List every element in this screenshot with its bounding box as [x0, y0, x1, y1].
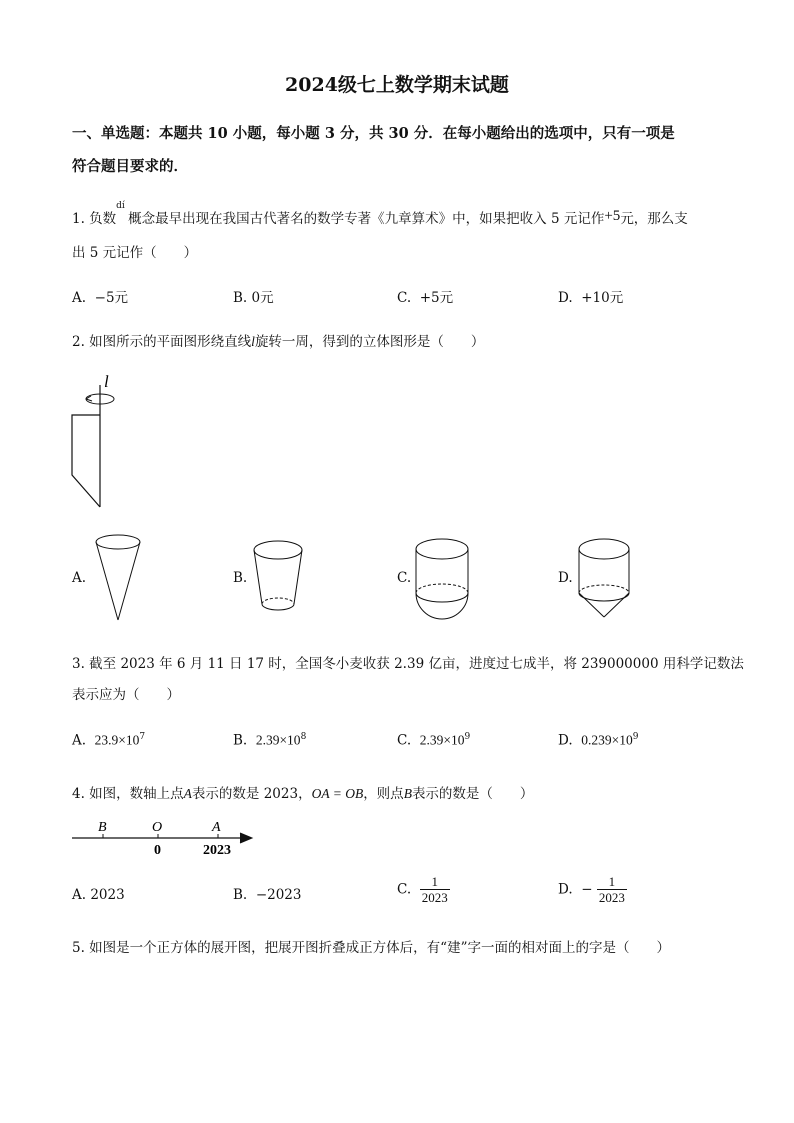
- q1-pinyin: dí: [116, 201, 125, 211]
- q4-option-b[interactable]: [233, 887, 301, 903]
- plane-shape: [72, 415, 100, 507]
- q4-var-b: B: [403, 786, 412, 801]
- q3-option-d[interactable]: [558, 732, 638, 749]
- option-text: +10元: [581, 290, 624, 306]
- q1-option-d[interactable]: [558, 286, 623, 306]
- option-label: A.: [72, 732, 87, 749]
- option-label: C.: [397, 732, 412, 749]
- point-b-label: B: [98, 820, 107, 835]
- q2-option-d[interactable]: D.: [558, 570, 573, 586]
- q4-text-b: 表示的数是 2023，: [191, 786, 312, 802]
- q4-option-c[interactable]: [397, 874, 450, 905]
- q2-plane-figure: [60, 365, 140, 515]
- fraction-denominator: 2023: [598, 890, 625, 905]
- option-text: 2023: [90, 887, 125, 903]
- q4-option-d[interactable]: [558, 874, 627, 905]
- q2-option-b-frustum[interactable]: [250, 538, 310, 618]
- q4-stem: [72, 782, 533, 802]
- point-a-label: A: [212, 820, 221, 835]
- fraction: [597, 874, 627, 905]
- option-text: −5元: [94, 290, 129, 306]
- q2-text-a: 2. 如图所示的平面图形绕直线: [72, 334, 252, 350]
- q4-text-a: 4. 如图，数轴上点: [72, 786, 184, 802]
- minus-sign: −: [581, 881, 593, 898]
- option-base: 2.39×10: [255, 732, 301, 748]
- option-exp: 7: [139, 732, 146, 742]
- option-label: C.: [397, 881, 412, 898]
- option-label: D.: [558, 881, 573, 898]
- q2-var-l: l: [251, 334, 255, 349]
- q3-option-b[interactable]: [233, 732, 306, 749]
- fraction-numerator: 1: [420, 874, 450, 890]
- option-base: 23.9×10: [94, 732, 140, 748]
- q2-text-b: 旋转一周，得到的立体图形是（ ）: [254, 334, 485, 350]
- q4-option-a[interactable]: [72, 887, 125, 903]
- cone-top-ellipse: [96, 535, 140, 549]
- fraction-numerator: 1: [597, 874, 627, 890]
- option-base: 2.39×10: [419, 732, 465, 748]
- option-text: −2023: [255, 887, 302, 903]
- q2-option-a-cone[interactable]: [90, 530, 150, 625]
- q4-number-line: [70, 818, 270, 863]
- option-exp: 8: [300, 732, 307, 742]
- arrow-right-icon: [240, 833, 252, 843]
- section-header-line2: 符合题目要求的．: [72, 158, 188, 175]
- option-label: B.: [233, 732, 248, 749]
- option-label: D.: [558, 290, 573, 306]
- option-exp: 9: [632, 732, 639, 742]
- q1-pinyin-wrapper: [116, 201, 128, 227]
- option-label: A.: [72, 887, 87, 903]
- q4-equation: OA = OB: [311, 786, 364, 801]
- q5-stem: 5. 如图是一个正方体的展开图，把展开图折叠成正方体后，有“建”字一面的相对面上的字是（ ）: [72, 940, 670, 956]
- option-text: 0元: [251, 290, 274, 306]
- q2-stem: [72, 330, 484, 350]
- fraction-denominator: 2023: [421, 890, 448, 905]
- q1-stem-line2: 出 5 元记作（ ）: [72, 245, 198, 261]
- q2-option-d-cylinder-cone[interactable]: [575, 535, 637, 625]
- q1-option-c[interactable]: [397, 286, 453, 306]
- q3-option-c[interactable]: [397, 732, 470, 749]
- q1-text-b: 概念最早出现在我国古代著名的数学专著《九章算术》中，如果把收入 5 元记作: [128, 211, 605, 227]
- tick-label-2023: 2023: [203, 843, 231, 858]
- q2-option-b[interactable]: B.: [233, 570, 248, 586]
- q1-text-c: 元，那么支: [620, 211, 688, 227]
- q1-option-a[interactable]: [72, 286, 128, 306]
- q2-option-c[interactable]: C.: [397, 570, 412, 586]
- option-label: B.: [233, 887, 248, 903]
- q1-plus5: +5: [604, 208, 621, 224]
- point-o-label: O: [152, 820, 163, 835]
- axis-label-l: l: [104, 372, 109, 391]
- q1-stem-line1: [72, 201, 688, 228]
- option-label: D.: [558, 732, 573, 749]
- option-label: B.: [233, 290, 248, 306]
- q4-text-d: 表示的数是（ ）: [411, 786, 534, 802]
- q3-stem-line1: 3. 截至 2023 年 6 月 11 日 17 时，全国冬小麦收获 2.39 亿亩，进度过七成半，将 239000000 用科学记数法: [72, 656, 744, 672]
- q4-var-a: A: [183, 786, 192, 801]
- fraction: [420, 874, 450, 905]
- q2-option-c-cylinder-hemisphere[interactable]: [412, 535, 477, 625]
- page-title: 2024级七上数学期末试题: [285, 74, 509, 96]
- option-text: +5元: [419, 290, 454, 306]
- option-exp: 9: [464, 732, 471, 742]
- option-base: 0.239×10: [581, 732, 633, 748]
- section-header-line1: 一、单选题：本题共 10 小题，每小题 3 分，共 30 分．在每小题给出的选项中，只有一项是: [72, 125, 675, 142]
- option-label: A.: [72, 290, 87, 306]
- option-label: C.: [397, 290, 412, 306]
- q4-text-c: ，则点: [363, 786, 404, 802]
- q1-text-a: 1. 负数: [72, 211, 117, 227]
- tick-label-zero: 0: [154, 843, 161, 858]
- q3-stem-line2: 表示应为（ ）: [72, 687, 180, 703]
- q3-option-a[interactable]: [72, 732, 145, 749]
- q2-option-a[interactable]: A.: [72, 570, 87, 586]
- q1-option-b[interactable]: [233, 286, 274, 306]
